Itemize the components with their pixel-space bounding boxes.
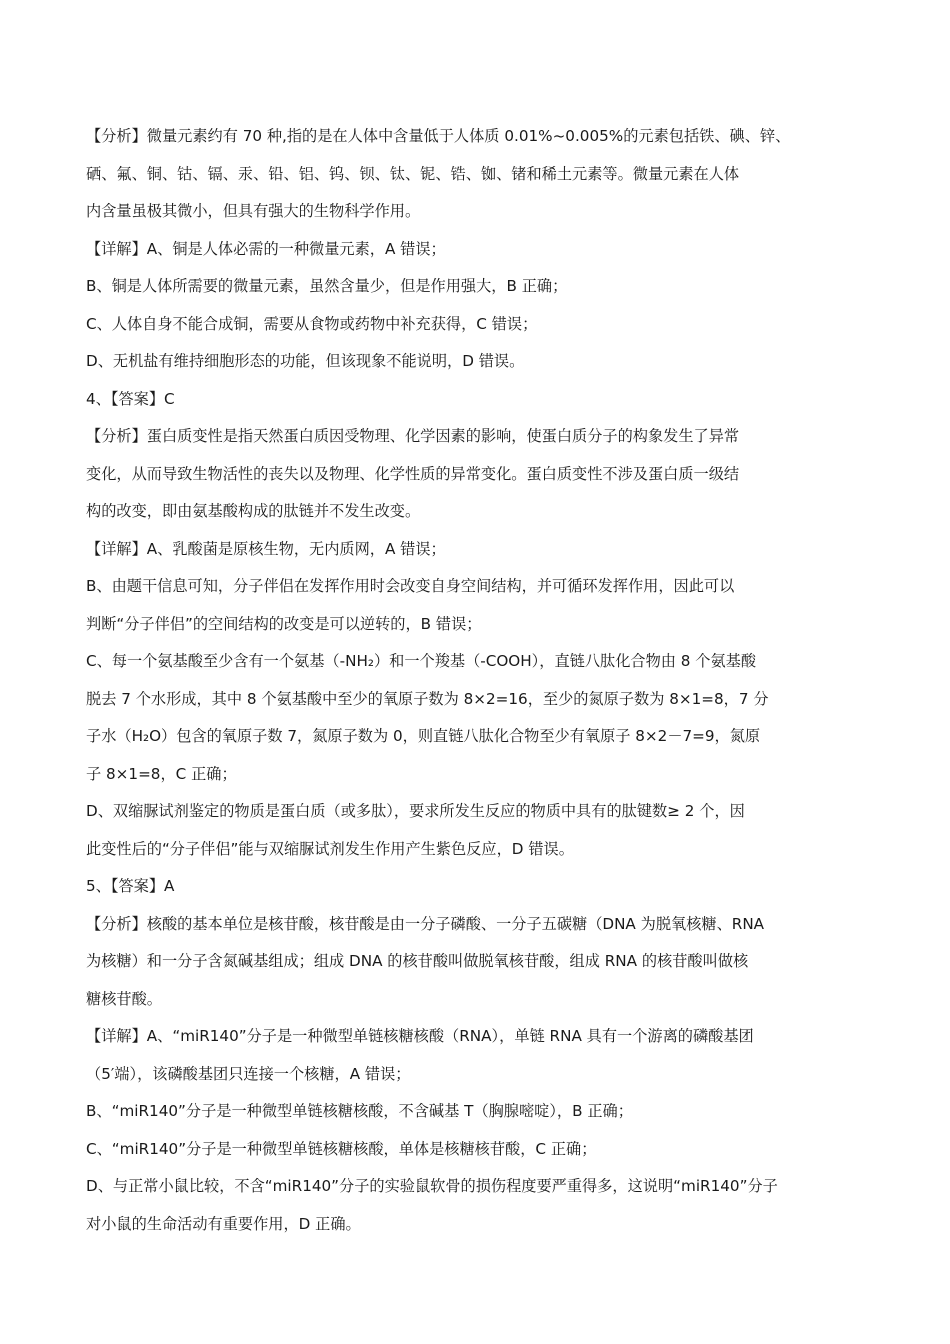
text-line: 【分析】核酸的基本单位是核苷酸，核苷酸是由一分子磷酸、一分子五碳糖（DNA 为脱氧核糖、RNA	[86, 914, 765, 933]
paragraph	[86, 381, 812, 419]
text-line: D、与正常小鼠比较，不含“miR140”分子的实验鼠软骨的损伤程度要严重得多，这说明“miR140”分子	[86, 1177, 778, 1195]
text-line: D、双缩脲试剂鉴定的物质是蛋白质（或多肽），要求所发生反应的物质中具有的肽键数≥ 2 个，因	[86, 802, 745, 820]
paragraph	[86, 268, 812, 306]
text-line: （5′端），该磷酸基团只连接一个核糖，A 错误；	[86, 1064, 411, 1083]
text-line: 糖核苷酸。	[86, 989, 162, 1008]
text-line: 变化，从而导致生物活性的丧失以及物理、化学性质的异常变化。蛋白质变性不涉及蛋白质一级结	[86, 464, 740, 483]
paragraph	[86, 793, 812, 868]
paragraph	[86, 231, 812, 269]
document-body	[86, 118, 812, 1243]
paragraph	[86, 568, 812, 643]
text-line: 判断“分子伴侣”的空间结构的改变是可以逆转的，B 错误；	[86, 614, 482, 633]
text-line: 此变性后的“分子伴侣”能与双缩脲试剂发生作用产生紫色反应，D 错误。	[86, 839, 574, 858]
text-line: 【分析】微量元素约有 70 种,指的是在人体中含量低于人体质 0.01%~0.005%的元素包括铁、碘、锌、	[86, 127, 791, 145]
text-line: 硒、氟、铜、钴、镉、汞、铅、铝、钨、钡、钛、铌、锆、铷、锗和稀土元素等。微量元素在人体	[86, 164, 740, 183]
text-line: C、人体自身不能合成铜，需要从食物或药物中补充获得，C 错误；	[86, 314, 538, 333]
paragraph	[86, 118, 812, 231]
text-line: C、“miR140”分子是一种微型单链核糖核酸，单体是核糖核苷酸，C 正确；	[86, 1139, 597, 1158]
paragraph	[86, 306, 812, 344]
text-line: 4、【答案】C	[86, 389, 175, 408]
paragraph	[86, 418, 812, 531]
paragraph	[86, 531, 812, 569]
text-line: 构的改变，即由氨基酸构成的肽链并不发生改变。	[86, 502, 421, 520]
text-line: 【详解】A、铜是人体必需的一种微量元素，A 错误；	[86, 239, 446, 258]
text-line: 脱去 7 个水形成，其中 8 个氨基酸中至少的氧原子数为 8×2=16，至少的氮原子数为 8×1=8，7 分	[86, 689, 769, 708]
paragraph	[86, 868, 812, 906]
paragraph	[86, 1168, 812, 1243]
paragraph	[86, 343, 812, 381]
paragraph	[86, 1093, 812, 1131]
text-line: B、由题干信息可知，分子伴侣在发挥作用时会改变自身空间结构，并可循环发挥作用，因此可以	[86, 577, 735, 595]
text-line: 5、【答案】A	[86, 877, 175, 895]
text-line: 【详解】A、乳酸菌是原核生物，无内质网，A 错误；	[86, 539, 446, 558]
text-line: 内含量虽极其微小，但具有强大的生物科学作用。	[86, 202, 421, 220]
text-line: 为核糖）和一分子含氮碱基组成；组成 DNA 的核苷酸叫做脱氧核苷酸，组成 RNA 的核苷酸叫做核	[86, 952, 749, 970]
paragraph	[86, 906, 812, 1019]
text-line: B、铜是人体所需要的微量元素，虽然含量少，但是作用强大，B 正确；	[86, 277, 568, 295]
text-line: 子 8×1=8，C 正确；	[86, 764, 237, 783]
text-line: B、“miR140”分子是一种微型单链核糖核酸，不含碱基 T（胸腺嘧啶），B 正确；	[86, 1102, 633, 1120]
text-line: 【分析】蛋白质变性是指天然蛋白质因受物理、化学因素的影响，使蛋白质分子的构象发生了异常	[86, 427, 740, 445]
text-line: 【详解】A、“miR140”分子是一种微型单链核糖核酸（RNA），单链 RNA 具有一个游离的磷酸基团	[86, 1027, 754, 1045]
paragraph	[86, 1131, 812, 1169]
text-line: D、无机盐有维持细胞形态的功能，但该现象不能说明，D 错误。	[86, 352, 525, 370]
paragraph	[86, 1018, 812, 1093]
text-line: 对小鼠的生命活动有重要作用，D 正确。	[86, 1214, 361, 1233]
text-line: C、每一个氨基酸至少含有一个氨基（-NH₂）和一个羧基（-COOH），直链八肽化合物由 8 个氨基酸	[86, 652, 757, 670]
text-line: 子水（H₂O）包含的氧原子数 7，氮原子数为 0，则直链八肽化合物至少有氧原子 8×2－7=9，氮原	[86, 727, 761, 745]
paragraph	[86, 643, 812, 793]
